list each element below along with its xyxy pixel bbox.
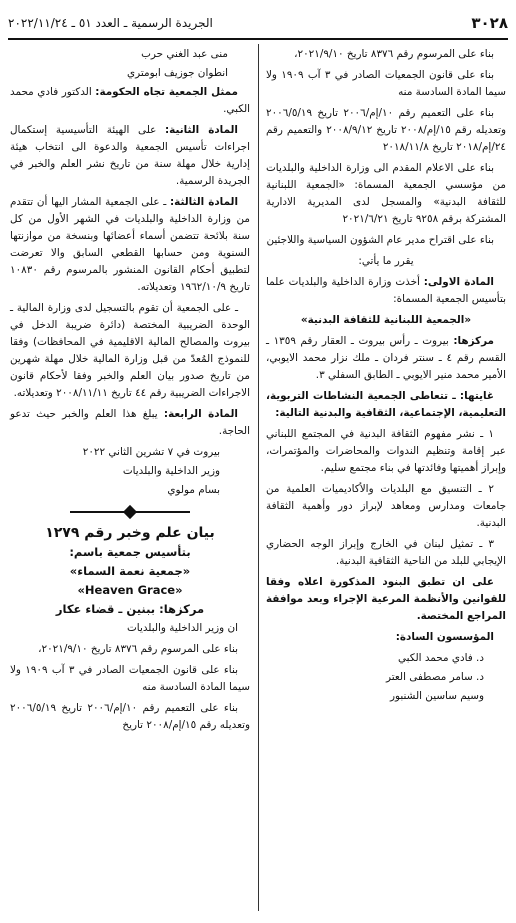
paragraph-text: انطوان جوزيف ابومتري xyxy=(127,67,228,79)
association-name-ar: «جمعية نعمة السماء» xyxy=(69,564,191,578)
paragraph xyxy=(266,426,506,477)
paragraph-text: بناء على اقتراح مدير عام الشؤون السياسية واللاجئين xyxy=(266,234,494,246)
paragraph xyxy=(10,641,250,658)
left-column-bottom xyxy=(10,620,250,734)
notice-subheading: بتأسيس جمعية باسم: xyxy=(69,545,191,559)
bold-label: المادة الثانية: xyxy=(165,124,238,136)
bold-label: ممثل الجمعية تجاه الحكومة: xyxy=(95,86,238,98)
paragraph xyxy=(266,388,506,422)
notice-header xyxy=(10,525,250,618)
paragraph xyxy=(10,194,250,296)
paragraph xyxy=(266,274,506,308)
paragraph xyxy=(10,46,250,63)
paragraph xyxy=(10,463,250,480)
paragraph-text: ان وزير الداخلية والبلديات xyxy=(127,622,238,634)
paragraph-text: بناء على قانون الجمعيات الصادر في ٣ آب ١٩٠٩ ولا سيما المادة السادسة منه xyxy=(266,69,506,98)
paragraph-text: يبلغ هذا العلم والخبر حيث تدعو الحاجة. xyxy=(10,408,250,437)
paragraph-text: د. فادي محمد الكبي xyxy=(397,652,484,664)
bold-label: المادة الثالثة: xyxy=(170,196,239,208)
paragraph xyxy=(266,629,506,646)
paragraph-text: بناء على المرسوم رقم ٨٣٧٦ تاريخ ٢٠٢١/٩/١٠، xyxy=(38,643,238,655)
paragraph xyxy=(266,67,506,101)
bold-label: المؤسسون السادة: xyxy=(395,631,494,643)
paragraph xyxy=(266,481,506,532)
paragraph-text: ١ ـ نشر مفهوم الثقافة البدنية في المجتمع اللبناني عبر إقامة وتنظيم الندوات والمحاضرات والمؤتمرات، وإبراز أهميتها وفائدتها في بناء مجتمع سليم. xyxy=(266,428,506,474)
left-column xyxy=(10,46,250,738)
bold-label: غايتها: ـ تتعاطى الجمعية النشاطات التربوية، التعليمية، الإجتماعية، الثقافية والبدنية التالية: xyxy=(266,390,506,419)
section-ornament xyxy=(70,507,190,517)
left-column-top xyxy=(10,46,250,499)
paragraph xyxy=(266,574,506,625)
paragraph xyxy=(10,300,250,402)
paragraph xyxy=(266,333,506,384)
right-column xyxy=(266,46,506,707)
paragraph-text: بناء على التعميم رقم ١٠/إم/٢٠٠٦ تاريخ ٢٠٠٦/٥/١٩ وتعديله رقم ١٥/إم/٢٠٠٨ تاريخ xyxy=(10,702,250,731)
paragraph xyxy=(266,105,506,156)
bold-label: مركزها: xyxy=(453,335,494,347)
paragraph-text: بناء على المرسوم رقم ٨٣٧٦ تاريخ ٢٠٢١/٩/١٠، xyxy=(294,48,494,60)
paragraph xyxy=(266,536,506,570)
association-center: مركزها: ببنين ـ قضاء عكار xyxy=(55,602,205,616)
paragraph-text: وسيم ساسين الشنبور xyxy=(390,690,484,702)
notice-heading: بيان علم وخبر رقم ١٢٧٩ xyxy=(45,525,215,541)
bold-label: على ان تطبق البنود المذكورة اعلاه وفقا للقوانين والأنظمة المرعية الإجراء وبعد موافقة المراجع المختصة. xyxy=(266,576,506,622)
header-rule xyxy=(8,38,508,40)
paragraph xyxy=(10,84,250,118)
bold-label: المادة الاولى: xyxy=(423,276,494,288)
paragraph xyxy=(266,46,506,63)
paragraph-text: ـ على الجمعية المشار اليها أن تتقدم من وزارة الداخلية والبلديات في الشهر الأول من كل سنة بلائحة تتضمن أسماء أعضائها وبنسخة من موازنتها السنوية ومن حسابها القطعي السابق والا تعرضت لتطبيق أحكام القانون المنشور بالمرسوم رقم ١٠٨٣٠ تاريخ ١٩٦٢/١٠/٩ وتعديلاته. xyxy=(10,196,250,293)
bold-label: المادة الرابعة: xyxy=(163,408,238,420)
paragraph xyxy=(266,688,506,705)
paragraph-text: وزير الداخلية والبلديات xyxy=(122,465,220,477)
paragraph xyxy=(10,482,250,499)
paragraph xyxy=(266,650,506,667)
paragraph xyxy=(10,65,250,82)
page-header xyxy=(8,10,508,36)
paragraph-text: أخذت وزارة الداخلية والبلديات علما بتأسيس الجمعية المسماة: xyxy=(266,276,506,305)
paragraph-text: بناء على الاعلام المقدم الى وزارة الداخلية والبلديات من مؤسسي الجمعية المسماة: «الجمعية اللبنانية للثقافة البدنية» والمسجل لدى المديرية الادارية المشتركة برقم ٩٢٥٨ تاريخ ٢٠٢١/٦/٢١ xyxy=(266,162,506,225)
paragraph-text: يقرر ما يأتي: xyxy=(358,255,414,267)
paragraph xyxy=(10,700,250,734)
association-name-en: «Heaven Grace» xyxy=(77,583,183,597)
paragraph xyxy=(266,232,506,249)
paragraph-text: الدكتور فادي محمد الكبي. xyxy=(10,86,250,115)
paragraph-text: بناء على التعميم رقم ١٠/إم/٢٠٠٦ تاريخ ٢٠٠٦/٥/١٩ وتعديله رقم ١٥/إم/٢٠٠٨ تاريخ ٢٠٠٨/٩/١٢ والتعميم رقم ٢٤/إم/٢٠١٨ تاريخ ٢٠١٨/١١/٨ xyxy=(266,107,506,153)
paragraph-text: بيروت ـ رأس بيروت ـ العقار رقم ١٣٥٩ ـ القسم رقم ٤ ـ سنتر فردان ـ ملك نزار محمد الايوبي، الأمير محمد منير الايوبي ـ الطابق السفلي ٣. xyxy=(266,335,507,381)
paragraph-text: منى عبد الغني حرب xyxy=(141,48,228,60)
paragraph xyxy=(10,662,250,696)
paragraph-text: بناء على قانون الجمعيات الصادر في ٣ آب ١٩٠٩ ولا سيما المادة السادسة منه xyxy=(10,664,250,693)
paragraph-text: بسام مولوي xyxy=(167,484,220,496)
paragraph-text: د. سامر مصطفى العتر xyxy=(386,671,484,683)
paragraph xyxy=(10,620,250,637)
paragraph xyxy=(266,669,506,686)
page-number: ٣٠٢٨ xyxy=(471,14,508,32)
gazette-title: الجريدة الرسمية ـ العدد ٥١ ـ ٢٠٢٢/١١/٢٤ xyxy=(8,16,213,30)
paragraph xyxy=(10,444,250,461)
paragraph xyxy=(266,160,506,228)
paragraph xyxy=(266,253,506,270)
paragraph xyxy=(266,312,506,329)
paragraph-text: «الجمعية اللبنانية للثقافة البدنية» xyxy=(300,314,472,326)
paragraph xyxy=(10,406,250,440)
paragraph-text: على الهيئة التأسيسية إستكمال اجراءات تأسيس الجمعية والدعوة الى انتخاب هيئة إدارية خلال مهلة سنة من تاريخ نشر العلم والخبر في الجريدة الرسمية. xyxy=(10,124,250,187)
paragraph-text: ٣ ـ تمثيل لبنان في الخارج وإبراز الوجه الحضاري الإيجابي للبلد من الناحية الثقافية البدنية. xyxy=(266,538,506,567)
column-divider xyxy=(258,44,259,911)
paragraph-text: بيروت في ٧ تشرين الثاني ٢٠٢٢ xyxy=(82,446,220,458)
paragraph-text: ٢ ـ التنسيق مع البلديات والأكاديميات العلمية من جامعات ومدارس ومعاهد لإبراز دور وأهمية الثقافة البدنية. xyxy=(266,483,506,529)
paragraph xyxy=(10,122,250,190)
paragraph-text: ـ على الجمعية أن تقوم بالتسجيل لدى وزارة المالية ـ الوحدة الضريبية المختصة (دائرة ضريبة الدخل في بيروت والمصالح المالية الاقليمية في المحافظات) وفقا للنموذج المُعدّ من قبل وزارة المالية خلال مهلة شهرين من تاريخ صدور بيان العلم والخبر وفقا لأحكام قانون الاجراءات الضريبية رقم ٤٤ تاريخ ٢٠٠٨/١١/١١ وتعديلاته. xyxy=(10,302,250,399)
